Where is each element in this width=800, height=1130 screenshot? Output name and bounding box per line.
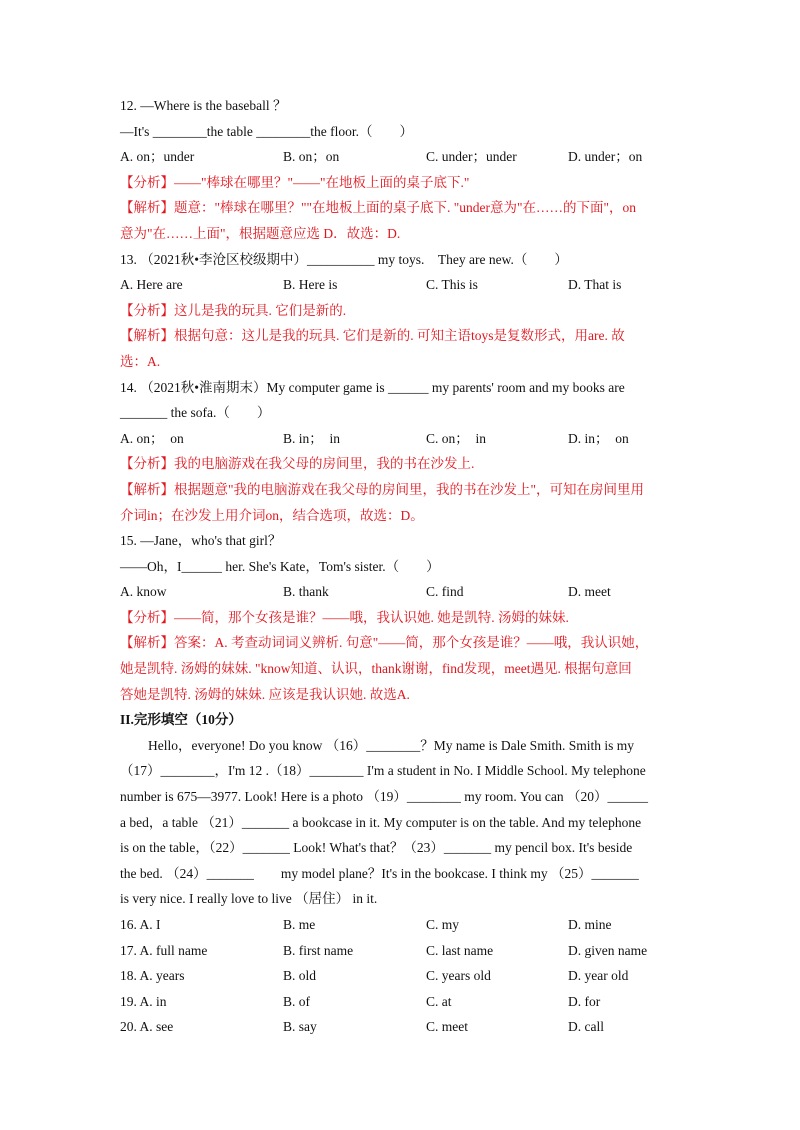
analysis-text: 【分析】——"棒球在哪里？"——"在地板上面的桌子底下." (120, 174, 470, 190)
option-d: D. mine (568, 917, 612, 932)
passage-line: a bed，a table （21）_______ a bookcase in it. My computer is on the table. And my telephone (120, 814, 642, 830)
passage-line: is very nice. I really love to live （居住） in it. (120, 891, 378, 907)
option-d: D. call (568, 1019, 604, 1035)
option-c: C. under；under (426, 149, 517, 165)
analysis-text: 【分析】——简，那个女孩是谁？——哦，我认识她. 她是凯特. 汤姆的妹妹. (120, 609, 569, 625)
option-d: D. That is (568, 277, 622, 293)
option-b: B. thank (283, 584, 329, 600)
option-b: B. of (283, 993, 310, 1009)
option-d: D. year old (568, 968, 629, 984)
question-15 (120, 528, 680, 707)
option-c: C. last name (426, 942, 494, 958)
explanation-text: 意为"在……上面"，根据题意应选 D．故选：D. (120, 225, 401, 241)
cloze-item-16 (120, 912, 680, 938)
analysis-text: 【分析】我的电脑游戏在我父母的房间里，我的书在沙发上. (120, 456, 475, 472)
option-d: D. for (568, 993, 601, 1009)
options-row (120, 272, 680, 298)
option-b: B. first name (283, 942, 354, 958)
option-b: B. in； in (283, 430, 341, 446)
option-a: A. know (120, 584, 167, 600)
options-row (120, 579, 680, 605)
option-d: D. given name (568, 942, 648, 958)
passage-line: the bed. （24）_______ my model plane？It's in the bookcase. I think my （25）_______ (120, 865, 639, 881)
question-12 (120, 93, 680, 247)
explanation-text: 【解析】根据句意：这儿是我的玩具. 它们是新的. 可知主语toys是复数形式，用are. 故 (120, 328, 625, 344)
option-a: 20. A. see (120, 1019, 174, 1035)
explanation-text: 【解析】根据题意"我的电脑游戏在我父母的房间里，我的书在沙发上"，可知在房间里用 (120, 481, 645, 497)
option-c: C. find (426, 584, 464, 600)
question-stem: 12. —Where is the baseball ？ (120, 98, 287, 113)
options-row (120, 426, 680, 452)
question-stem: 15. —Jane，who's that girl？ (120, 533, 282, 549)
option-b: B. me (283, 917, 316, 932)
question-stem: 13. （2021秋•李沧区校级期中）__________ my toys. They are new.（ ） (120, 251, 568, 267)
option-d: D. in； on (568, 430, 629, 446)
explanation-text: 介词in；在沙发上用介词on，结合选项，故选：D。 (120, 507, 424, 523)
passage-line: is on the table，（22）_______ Look! What's that？（23）_______ my pencil box. It's beside (120, 840, 633, 856)
option-a: 19. A. in (120, 993, 167, 1009)
option-a: A. on； on (120, 430, 184, 446)
option-a: A. on；under (120, 149, 195, 165)
options-row (120, 144, 680, 170)
option-c: C. at (426, 993, 452, 1009)
question-stem: _______ the sofa.（ ） (120, 405, 271, 421)
question-stem: 14. （2021秋•淮南期末）My computer game is ______ my parents' room and my books are (120, 379, 625, 395)
cloze-section (120, 707, 680, 1040)
explanation-text: 答她是凯特. 汤姆的妹妹. 应该是我认识她. 故选A. (120, 686, 410, 702)
option-b: B. old (283, 968, 317, 984)
question-stem: ——Oh，I______ her. She's Kate，Tom's sister.（ ） (120, 558, 440, 574)
passage-line: （17）________，I'm 12 .（18）________ I'm a student in No. I Middle School. My telephone (120, 763, 646, 779)
option-a: A. Here are (120, 277, 183, 293)
exam-page (120, 93, 680, 1040)
explanation-text: 【解析】题意："棒球在哪里？""在地板上面的桌子底下. "under意为"在……的下面"，on (120, 200, 637, 216)
option-a: 17. A. full name (120, 942, 208, 958)
passage-line: Hello，everyone! Do you know （16）________？My name is Dale Smith. Smith is my (148, 737, 634, 753)
option-b: B. say (283, 1019, 317, 1035)
option-c: C. meet (426, 1019, 468, 1035)
option-b: B. Here is (283, 277, 338, 293)
option-c: C. years old (426, 968, 491, 984)
option-d: D. under；on (568, 149, 643, 165)
passage-line: number is 675—3977. Look! Here is a photo （19）________ my room. You can （20）______ (120, 789, 648, 805)
cloze-item-18 (120, 963, 680, 989)
option-d: D. meet (568, 584, 611, 600)
section-title: II.完形填空（10分） (120, 712, 242, 728)
analysis-text: 【分析】这儿是我的玩具. 它们是新的. (120, 302, 347, 318)
question-13 (120, 247, 680, 375)
option-c: C. my (426, 917, 460, 932)
cloze-item-19 (120, 989, 680, 1015)
option-b: B. on；on (283, 149, 340, 165)
option-c: C. on； in (426, 430, 487, 446)
option-a: 16. A. I (120, 917, 161, 932)
question-stem: —It's ________the table ________the floor.（ ） (120, 123, 414, 139)
option-c: C. This is (426, 277, 478, 293)
cloze-item-20 (120, 1014, 680, 1040)
option-a: 18. A. years (120, 968, 185, 984)
explanation-text: 【解析】答案：A. 考查动词词义辨析. 句意"——简，那个女孩是谁？——哦，我认识她， (120, 635, 649, 651)
question-14 (120, 375, 680, 529)
explanation-text: 选：A. (120, 353, 161, 369)
cloze-item-17 (120, 938, 680, 964)
explanation-text: 她是凯特. 汤姆的妹妹. "know知道、认识，thank谢谢，find发现，meet遇见. 根据句意回 (120, 661, 632, 677)
